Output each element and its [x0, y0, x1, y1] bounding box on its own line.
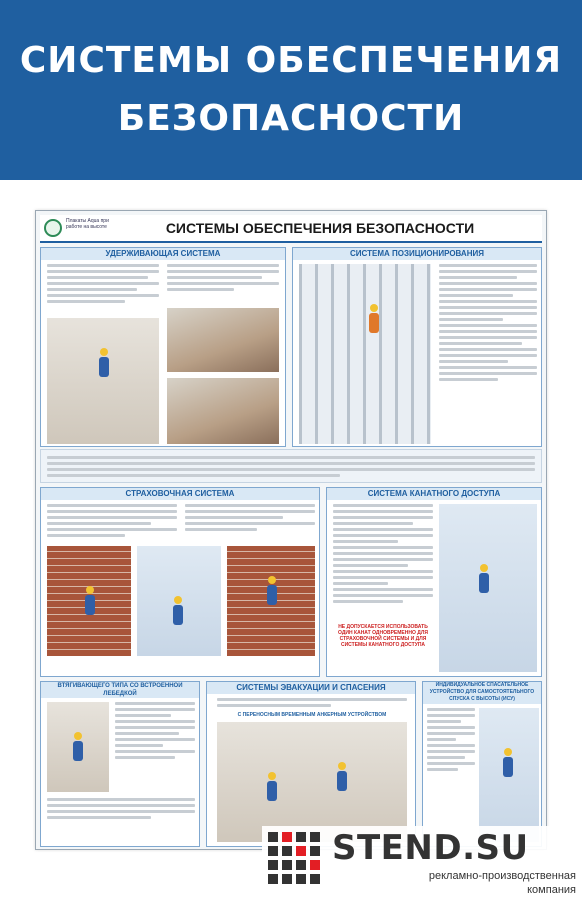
panel-winch	[40, 681, 200, 847]
panel-restraint	[40, 247, 286, 447]
panel-winch-text	[115, 702, 195, 762]
panel-title-rope-access: СИСТЕМА КАНАТНОГО ДОСТУПА	[327, 488, 541, 500]
evacuation-illustration	[217, 722, 407, 842]
poster-title: СИСТЕМЫ ОБЕСПЕЧЕНИЯ БЕЗОПАСНОСТИ	[165, 220, 475, 236]
panel-fall-arrest-text-2	[185, 504, 315, 534]
brand-name: STEND.SU	[332, 828, 529, 868]
individual-device-illustration	[479, 708, 539, 842]
summary-strip	[40, 449, 542, 483]
banner-title-line-1: СИСТЕМЫ ОБЕСПЕЧЕНИЯ	[19, 40, 563, 81]
panel-evacuation-text	[217, 698, 407, 710]
brand-subtitle-line-2: компания	[527, 884, 576, 896]
panel-individual-device	[422, 681, 542, 847]
panel-fall-arrest-text	[47, 504, 177, 540]
panel-rope-access	[326, 487, 542, 677]
stend-grid-logo-icon	[268, 832, 324, 888]
rope-access-warning: НЕ ДОПУСКАЕТСЯ ИСПОЛЬЗОВАТЬ ОДИН КАНАТ ОДНОВРЕМЕННО ДЛЯ СТРАХОВОЧНОЙ СИСТЕМЫ И ДЛЯ СИСТЕМЫ КАНАТНОГО ДОСТУПА	[338, 624, 428, 648]
restraint-illustration-wall	[47, 318, 159, 444]
brand-subtitle-line-1: рекламно-производственная	[428, 870, 576, 882]
title-banner	[0, 0, 582, 180]
fall-arrest-illustration-ladder	[47, 546, 131, 656]
banner-title-line-2: БЕЗОПАСНОСТИ	[117, 98, 465, 139]
panel-title-individual-device: ИНДИВИДУАЛЬНОЕ СПАСАТЕЛЬНОЕ УСТРОЙСТВО ДЛЯ САМОСТОЯТЕЛЬНОГО СПУСКА С ВЫСОТЫ (ИСУ)	[423, 682, 541, 704]
panel-title-evacuation: СИСТЕМЫ ЭВАКУАЦИИ И СПАСЕНИЯ	[207, 682, 415, 694]
winch-illustration	[47, 702, 109, 792]
rope-access-illustration	[439, 504, 537, 672]
panel-fall-arrest	[40, 487, 320, 677]
fall-arrest-illustration-beam	[137, 546, 221, 656]
panel-title-winch: ВТЯГИВАЮЩЕГО ТИПА СО ВСТРОЕННОЙ ЛЕБЕДКОЙ	[41, 682, 199, 698]
summary-strip-text	[47, 456, 535, 480]
panel-restraint-text-2	[167, 264, 279, 294]
panel-positioning-text	[439, 264, 537, 384]
fall-arrest-illustration-wall	[227, 546, 315, 656]
panel-positioning	[292, 247, 542, 447]
panel-title-restraint: УДЕРЖИВАЮЩАЯ СИСТЕМА	[41, 248, 285, 260]
restraint-illustration-roof-2	[167, 378, 279, 444]
panel-winch-text-2	[47, 798, 195, 822]
panel-evacuation	[206, 681, 416, 847]
panel-rope-access-text	[333, 504, 433, 606]
evacuation-subtitle: С ПЕРЕНОСНЫМ ВРЕМЕННЫМ АНКЕРНЫМ УСТРОЙСТВОМ	[237, 712, 387, 718]
brand-watermark[interactable]	[262, 826, 582, 900]
poster-preview-image[interactable]	[35, 210, 547, 850]
restraint-illustration-roof-1	[167, 308, 279, 372]
panel-restraint-text	[47, 264, 159, 306]
panel-title-positioning: СИСТЕМА ПОЗИЦИОНИРОВАНИЯ	[293, 248, 541, 260]
poster-header	[40, 215, 542, 243]
positioning-illustration-tower	[299, 264, 431, 444]
poster-logo-icon	[44, 219, 62, 237]
panel-title-fall-arrest: СТРАХОВОЧНАЯ СИСТЕМА	[41, 488, 319, 500]
panel-individual-text	[427, 708, 475, 774]
poster-logo-text: Плакаты Aqua при работе на высоте	[66, 218, 109, 230]
